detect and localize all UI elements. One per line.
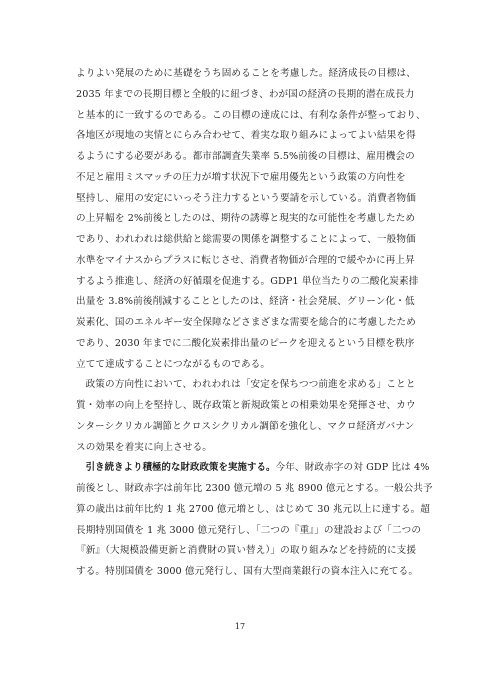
text-line: するよう推進し、経済の好循環を促進する。GDP1 単位当たりの二酸化炭素排 <box>76 275 419 287</box>
text-line: 長期特別国債を 1 兆 3000 億元発行し、「二つの『重』」の建設および「二つの <box>76 524 422 536</box>
paragraph-policy-direction <box>76 375 416 458</box>
text-line: 出量を 3.8%前後削減することとしたのは、経済・社会発展、グリーン化・低 <box>76 296 415 308</box>
text-line: 不足と雇用ミスマッチの圧力が増す状況下で雇用優先という政策の方向性を <box>76 171 406 183</box>
text-line: 炭素化、国のエネルギー安全保障などさまざまな需要を総合的に考慮したため <box>76 317 416 328</box>
text-line: るようにする必要がある。都市部調査失業率 5.5%前後の目標は、雇用機会の <box>76 151 415 162</box>
text-line: 水準をマイナスからプラスに転じさせ、消費者物価が合理的で緩やかに再上昇 <box>76 254 415 266</box>
text-line: 質・効率の向上を堅持し、既存政策と新規政策との相乗効果を発揮させ、カウ <box>76 400 416 411</box>
text-line: であり、2030 年までに二酸化炭素排出量のピークを迎えるという目標を秩序 <box>76 337 415 349</box>
text-line: と基本的に一致するのである。この目標の達成には、有利な条件が整っており、 <box>76 109 426 121</box>
text-line: 前後とし、財政赤字は前年比 2300 億元増の 5 兆 8900 億元とする。一般公共予 <box>76 483 433 494</box>
text-line: よりよい発展のために基礎をうち固めることを考慮した。経済成長の目標は、 <box>76 68 416 79</box>
text-line: 2035 年までの長期目標と全般的に紐づき、わが国の経済の長期的潜在成長力 <box>76 88 415 100</box>
text-line: 堅持し、雇用の安定にいっそう注力するという要請を示している。消費者物価 <box>76 192 416 204</box>
text-line: 算の歳出は前年比約 1 兆 2700 億元増とし、はじめて 30 兆元以上に達する。超 <box>76 503 430 515</box>
text-span: 今年、財政赤字の対 GDP 比は 4% <box>275 462 430 474</box>
text-line: 政策の方向性において、われわれは「安定を保ちつつ前進を求める」ことと <box>85 379 416 391</box>
page-number: 17 <box>234 622 246 631</box>
text-line: スの効果を着実に向上させる。 <box>76 441 212 453</box>
paragraph-economic-targets <box>76 64 426 375</box>
text-line: 立てて達成することにつながるものである。 <box>76 358 271 370</box>
text-line: の上昇幅を 2%前後としたのは、期待の誘導と現実的な可能性を考慮したため <box>76 213 416 225</box>
section-heading: 引き続きより積極的な財政政策を実施する。 <box>85 462 276 474</box>
text-line: 各地区が現地の実情とにらみ合わせて、着実な取り組みによってよい結果を得 <box>76 130 416 142</box>
text-line: する。特別国債を 3000 億元発行し、国有大型商業銀行の資本注入に充てる。 <box>76 566 419 577</box>
text-line: ンターシクリカル調節とクロスシクリカル調節を強化し、マクロ経済ガバナン <box>76 420 415 432</box>
paragraph-fiscal-policy <box>76 458 433 583</box>
text-line: であり、われわれは総供給と総需要の関係を調整することによって、一般物価 <box>76 234 416 245</box>
text-line <box>76 458 430 479</box>
body-text <box>76 64 433 583</box>
text-line: 『新』（大規模設備更新と消費財の買い替え）」の取り組みなどを持続的に支援 <box>76 545 417 557</box>
